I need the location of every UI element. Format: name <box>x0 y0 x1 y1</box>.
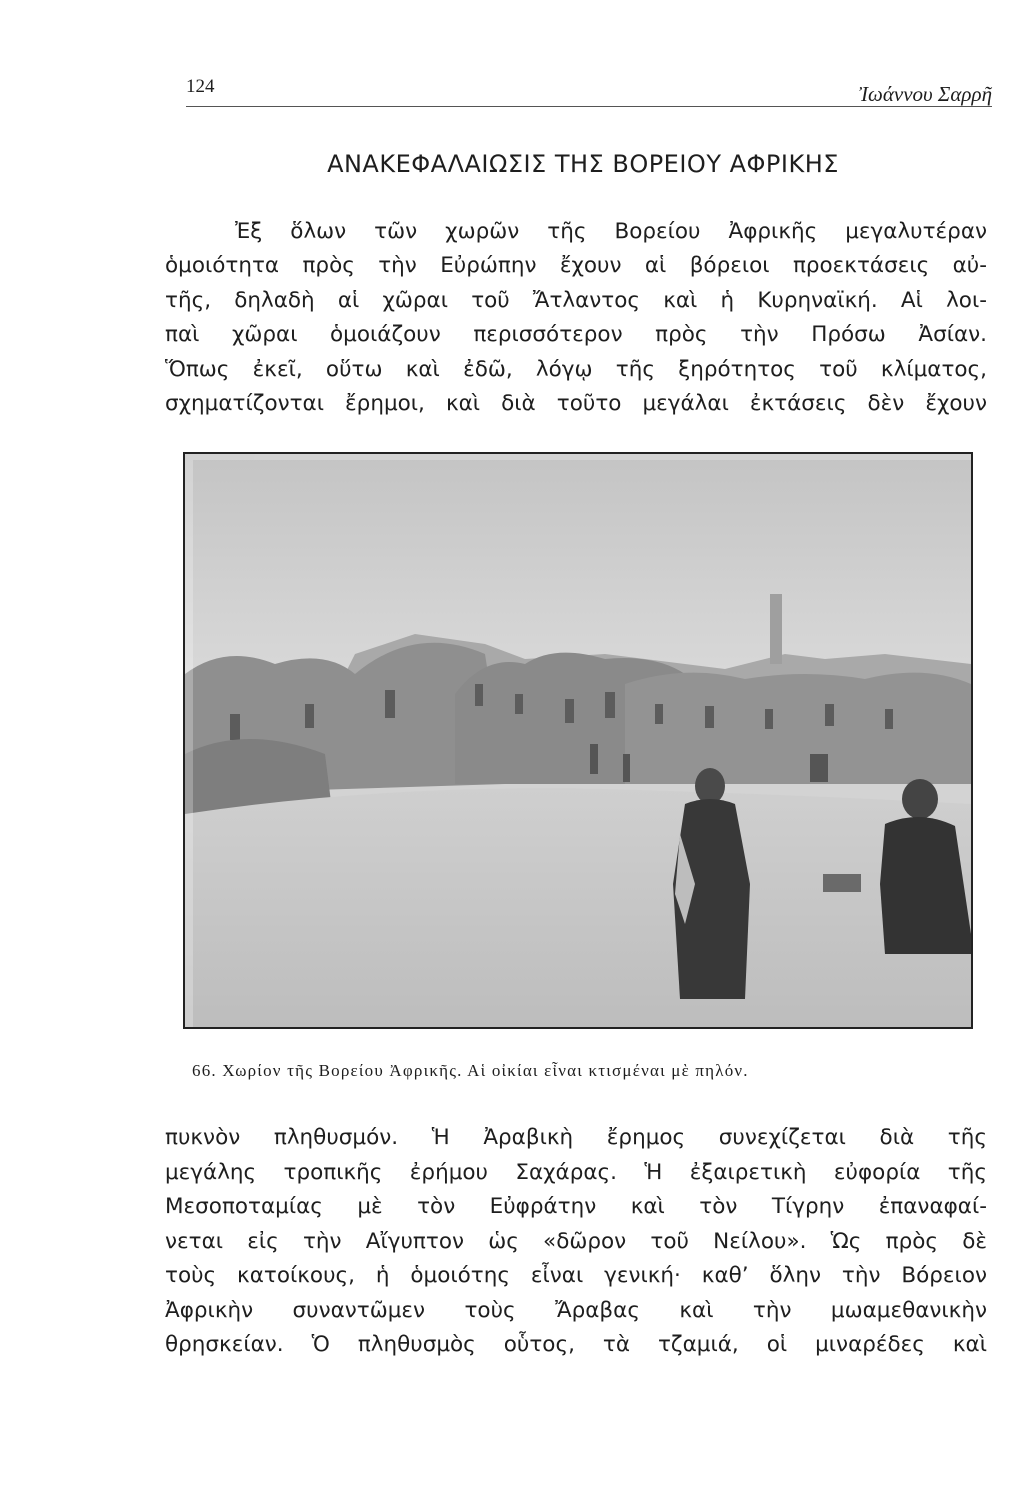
text-line: τῆς, δηλαδὴ αἱ χῶραι τοῦ Ἄτλαντος καὶ ἡ Κυρηναϊκή. Αἱ λοι- <box>165 287 987 313</box>
running-head <box>186 76 992 106</box>
text-line: Ἐξ ὅλων τῶν χωρῶν τῆς Βορείου Ἀφρικῆς μεγαλυτέραν <box>235 219 987 244</box>
text-line: θρησκείαν. Ὁ πληθυσμὸς οὗτος, τὰ τζαμιά, οἱ μιναρέδες καὶ <box>165 1332 987 1357</box>
page-number: 124 <box>186 76 215 97</box>
paragraph-top <box>165 215 987 421</box>
text-line: Ἀφρικὴν συναντῶμεν τοὺς Ἄραβας καὶ τὴν μωαμεθανικὴν <box>165 1297 987 1323</box>
photo-illustration <box>185 454 971 1027</box>
text-line: ὁμοιότητα πρὸς τὴν Εὐρώπην ἔχουν αἱ βόρειοι προεκτάσεις αὐ- <box>165 253 987 279</box>
text-line: Ὅπως ἐκεῖ, οὕτω καὶ ἐδῶ, λόγῳ τῆς ξηρότητος τοῦ κλίματος, <box>165 356 987 382</box>
text-line: νεται εἰς τὴν Αἴγυπτον ὡς «δῶρον τοῦ Νείλου». Ὡς πρὸς δὲ <box>165 1228 987 1254</box>
text-line: τοὺς κατοίκους, ἡ ὁμοιότης εἶναι γενική· καθ’ ὅλην τὴν Βόρειον <box>165 1263 987 1288</box>
text-line: πυκνὸν πληθυσμόν. Ἡ Ἀραβικὴ ἔρημος συνεχίζεται διὰ τῆς <box>165 1125 987 1150</box>
chapter-title: ΑΝΑΚΕΦΑΛΑΙΩΣΙΣ ΤΗΣ ΒΟΡΕΙΟΥ ΑΦΡΙΚΗΣ <box>327 150 839 178</box>
text-line: Μεσοποταμίας μὲ τὸν Εὐφράτην καὶ τὸν Τίγρην ἐπαναφαί- <box>165 1194 987 1219</box>
header-rule <box>186 106 992 107</box>
text-line: παὶ χῶραι ὁμοιάζουν περισσότερον πρὸς τὴν Πρόσω Ἀσίαν. <box>165 322 987 348</box>
paragraph-bottom <box>165 1121 987 1363</box>
text-line: μεγάλης τροπικῆς ἐρήμου Σαχάρας. Ἡ ἐξαιρετικὴ εὐφορία τῆς <box>165 1159 987 1185</box>
village-photograph <box>183 452 973 1029</box>
running-head-author: Ἰωάννου Σαρρῆ <box>858 82 992 106</box>
text-line: σχηματίζονται ἔρημοι, καὶ διὰ τοῦτο μεγάλαι ἐκτάσεις δὲν ἔχουν <box>165 390 987 416</box>
figure-caption: 66. Χωρίον τῆς Βορείου Ἀφρικῆς. Αἱ οἰκίαι εἶναι κτισμέναι μὲ πηλόν. <box>192 1061 749 1080</box>
